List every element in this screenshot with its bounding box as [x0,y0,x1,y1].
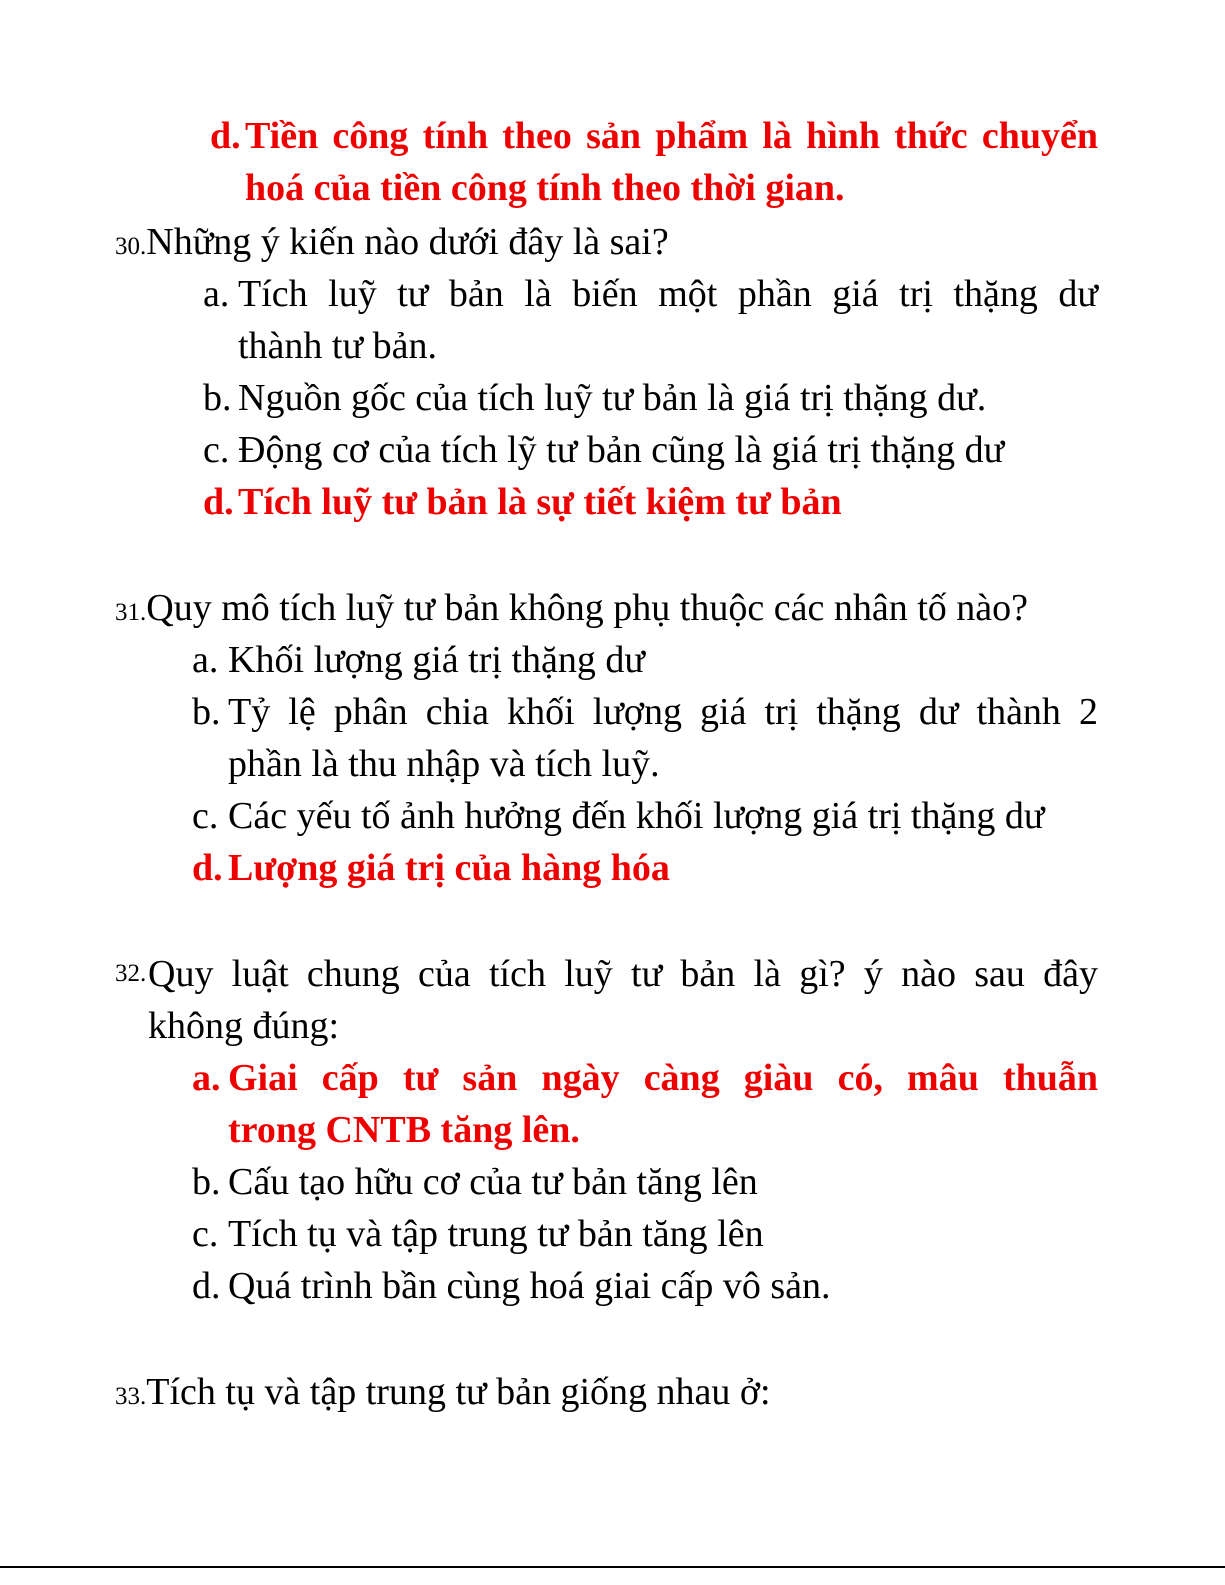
q31-option-d [192,842,1098,894]
option-line: Tỷ lệ phân chia khối lượng giá trị thặng dư thành 2 [228,691,1098,733]
q32-option-c [192,1208,1098,1260]
option-text: Cấu tạo hữu cơ của tư bản tăng lên [228,1161,758,1203]
question-number: 30. [115,233,147,260]
question-number: 31. [115,599,147,626]
option-line: Tiền công tính theo sản phẩm là hình thức chuyển [245,115,1098,157]
option-letter: d. [203,481,234,523]
option-letter: d. [210,115,241,157]
option-text: Nguồn gốc của tích luỹ tư bản là giá trị thặng dư. [238,377,987,419]
q32-option-d [192,1260,1098,1312]
option-letter: a. [203,273,230,315]
q32-option-b [192,1156,1098,1208]
question-number: 33. [115,1383,147,1410]
option-text [228,686,1098,790]
question-text: Quy luật chung của tích luỹ tư bản là gì? ý nào sau đây [148,953,1098,995]
option-line: hoá của tiền công tính theo thời gian. [245,167,845,209]
question-30 [115,216,669,273]
question-text: Tích tụ và tập trung tư bản giống nhau ở: [146,1371,771,1413]
option-text: Tích luỹ tư bản là sự tiết kiệm tư bản [238,481,842,523]
option-text: Lượng giá trị của hàng hóa [228,847,670,889]
q30-option-a [203,268,1098,372]
q32-option-a [192,1052,1098,1156]
option-text [238,268,1098,372]
question-text: Quy mô tích luỹ tư bản không phụ thuộc các nhân tố nào? [146,587,1028,629]
option-letter: a. [192,1057,221,1099]
option-line: phần là thu nhập và tích luỹ. [228,743,660,785]
question-text-continued: không đúng: [148,1005,340,1047]
q31-option-a [192,634,1098,686]
option-letter: d. [192,1265,221,1307]
q29-option-d [210,110,1098,214]
option-letter: c. [203,429,230,471]
option-letter: c. [192,1213,219,1255]
option-letter: b. [203,377,232,419]
option-line: Giai cấp tư sản ngày càng giàu có, mâu thuẫn [228,1057,1098,1099]
q30-option-b [203,372,1098,424]
page-bottom-border [0,1566,1225,1568]
option-line: thành tư bản. [238,325,437,367]
q31-option-b [192,686,1098,790]
option-text [228,1052,1098,1156]
option-text: Quá trình bần cùng hoá giai cấp vô sản. [228,1265,831,1307]
q30-option-d [203,476,1098,528]
option-text: Các yếu tố ảnh hưởng đến khối lượng giá trị thặng dư [228,795,1045,837]
question-first-line [115,948,1098,1000]
option-line: Tích luỹ tư bản là biến một phần giá trị thặng dư [238,273,1098,315]
q31-option-c [192,790,1098,842]
option-text: Động cơ của tích lỹ tư bản cũng là giá trị thặng dư [238,429,1005,471]
question-number: 32. [115,960,147,987]
option-text: Tích tụ và tập trung tư bản tăng lên [228,1213,764,1255]
question-32 [115,948,1098,1052]
question-31 [115,582,1028,639]
question-text: Những ý kiến nào dưới đây là sai? [146,221,669,263]
option-text [245,110,1098,214]
option-letter: b. [192,1161,221,1203]
option-text: Khối lượng giá trị thặng dư [228,639,645,681]
option-letter: c. [192,795,219,837]
option-letter: d. [192,847,223,889]
q30-option-c [203,424,1098,476]
option-letter: b. [192,691,221,733]
option-line: trong CNTB tăng lên. [228,1109,580,1151]
question-33 [115,1366,771,1423]
option-letter: a. [192,639,219,681]
